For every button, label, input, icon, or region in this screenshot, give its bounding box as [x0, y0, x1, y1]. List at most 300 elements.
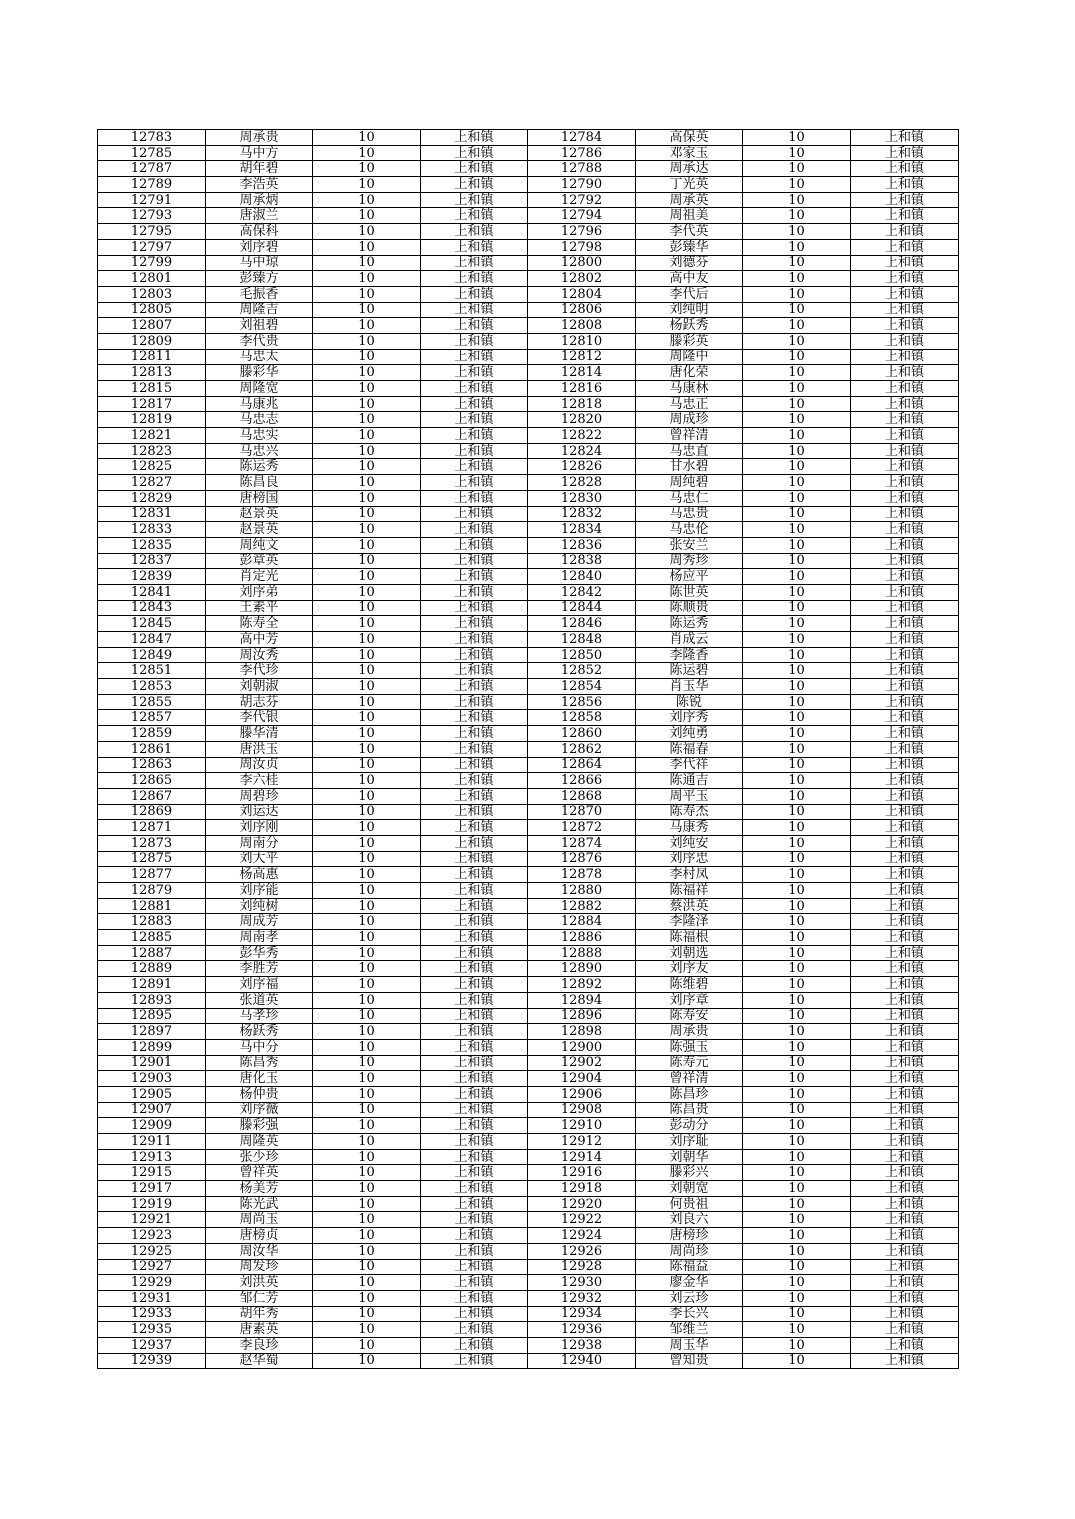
amount-cell: 10 — [313, 443, 421, 459]
amount-cell: 10 — [313, 632, 421, 648]
table-row — [98, 726, 959, 742]
town-cell: 上和镇 — [421, 773, 528, 789]
amount-cell: 10 — [313, 475, 421, 491]
town-cell: 上和镇 — [851, 898, 959, 914]
table-row — [98, 1275, 959, 1291]
amount-cell: 10 — [743, 490, 851, 506]
table-row — [98, 255, 959, 271]
record-id-cell: 12810 — [528, 333, 636, 349]
record-id-cell: 12848 — [528, 632, 636, 648]
amount-cell: 10 — [313, 208, 421, 224]
amount-cell: 10 — [313, 1322, 421, 1338]
person-name-cell: 刘序友 — [636, 961, 743, 977]
town-cell: 上和镇 — [421, 130, 528, 146]
table-row — [98, 1134, 959, 1150]
person-name-cell: 彭华秀 — [206, 945, 313, 961]
record-id-cell: 12871 — [98, 820, 206, 836]
record-id-cell: 12923 — [98, 1228, 206, 1244]
person-name-cell: 李良珍 — [206, 1337, 313, 1353]
person-name-cell: 刘序能 — [206, 883, 313, 899]
record-id-cell: 12826 — [528, 459, 636, 475]
person-name-cell: 唐化荣 — [636, 365, 743, 381]
person-name-cell: 周汝贞 — [206, 757, 313, 773]
record-id-cell: 12809 — [98, 333, 206, 349]
record-id-cell: 12935 — [98, 1322, 206, 1338]
town-cell: 上和镇 — [421, 820, 528, 836]
record-id-cell: 12898 — [528, 1024, 636, 1040]
record-id-cell: 12821 — [98, 428, 206, 444]
record-id-cell: 12828 — [528, 475, 636, 491]
amount-cell: 10 — [313, 1149, 421, 1165]
town-cell: 上和镇 — [851, 286, 959, 302]
amount-cell: 10 — [743, 459, 851, 475]
amount-cell: 10 — [313, 381, 421, 397]
amount-cell: 10 — [313, 977, 421, 993]
town-cell: 上和镇 — [421, 428, 528, 444]
town-cell: 上和镇 — [421, 1165, 528, 1181]
record-id-cell: 12795 — [98, 224, 206, 240]
person-name-cell: 周承贵 — [206, 130, 313, 146]
record-id-cell: 12872 — [528, 820, 636, 836]
record-id-cell: 12864 — [528, 757, 636, 773]
town-cell: 上和镇 — [851, 475, 959, 491]
person-name-cell: 陈福春 — [636, 741, 743, 757]
amount-cell: 10 — [743, 365, 851, 381]
amount-cell: 10 — [313, 365, 421, 381]
town-cell: 上和镇 — [421, 1212, 528, 1228]
person-name-cell: 陈寿安 — [636, 1008, 743, 1024]
record-id-cell: 12847 — [98, 632, 206, 648]
town-cell: 上和镇 — [851, 1181, 959, 1197]
person-name-cell: 刘序耻 — [636, 1134, 743, 1150]
amount-cell: 10 — [743, 710, 851, 726]
record-id-cell: 12925 — [98, 1243, 206, 1259]
table-row — [98, 271, 959, 287]
amount-cell: 10 — [313, 1039, 421, 1055]
person-name-cell: 陈福祥 — [636, 883, 743, 899]
table-row — [98, 302, 959, 318]
person-name-cell: 邓家玉 — [636, 145, 743, 161]
amount-cell: 10 — [743, 208, 851, 224]
table-row — [98, 381, 959, 397]
town-cell: 上和镇 — [851, 412, 959, 428]
record-id-cell: 12801 — [98, 271, 206, 287]
town-cell: 上和镇 — [851, 428, 959, 444]
person-name-cell: 周隆英 — [206, 1134, 313, 1150]
table-row — [98, 1055, 959, 1071]
amount-cell: 10 — [313, 1165, 421, 1181]
table-row — [98, 443, 959, 459]
table-row — [98, 835, 959, 851]
person-name-cell: 周玉华 — [636, 1337, 743, 1353]
town-cell: 上和镇 — [421, 506, 528, 522]
amount-cell: 10 — [313, 820, 421, 836]
table-row — [98, 1196, 959, 1212]
person-name-cell: 周隆宽 — [206, 381, 313, 397]
record-id-cell: 12811 — [98, 349, 206, 365]
amount-cell: 10 — [743, 584, 851, 600]
record-id-cell: 12838 — [528, 553, 636, 569]
person-name-cell: 周隆吉 — [206, 302, 313, 318]
town-cell: 上和镇 — [421, 804, 528, 820]
table-row — [98, 788, 959, 804]
table-row — [98, 851, 959, 867]
amount-cell: 10 — [743, 553, 851, 569]
record-id-cell: 12896 — [528, 1008, 636, 1024]
town-cell: 上和镇 — [421, 835, 528, 851]
person-name-cell: 曾知贵 — [636, 1353, 743, 1369]
amount-cell: 10 — [743, 192, 851, 208]
person-name-cell: 周成珍 — [636, 412, 743, 428]
amount-cell: 10 — [743, 616, 851, 632]
amount-cell: 10 — [313, 757, 421, 773]
person-name-cell: 甘水碧 — [636, 459, 743, 475]
person-name-cell: 刘序章 — [636, 992, 743, 1008]
town-cell: 上和镇 — [421, 161, 528, 177]
roster-body — [98, 130, 959, 1369]
person-name-cell: 陈昌珍 — [636, 1086, 743, 1102]
town-cell: 上和镇 — [421, 632, 528, 648]
amount-cell: 10 — [313, 867, 421, 883]
person-name-cell: 李长兴 — [636, 1306, 743, 1322]
record-id-cell: 12895 — [98, 1008, 206, 1024]
record-id-cell: 12906 — [528, 1086, 636, 1102]
amount-cell: 10 — [743, 1306, 851, 1322]
town-cell: 上和镇 — [851, 992, 959, 1008]
table-row — [98, 1024, 959, 1040]
record-id-cell: 12827 — [98, 475, 206, 491]
amount-cell: 10 — [743, 145, 851, 161]
record-id-cell: 12908 — [528, 1102, 636, 1118]
town-cell: 上和镇 — [421, 1228, 528, 1244]
amount-cell: 10 — [313, 679, 421, 695]
town-cell: 上和镇 — [421, 443, 528, 459]
amount-cell: 10 — [313, 506, 421, 522]
town-cell: 上和镇 — [851, 1196, 959, 1212]
town-cell: 上和镇 — [851, 1086, 959, 1102]
town-cell: 上和镇 — [421, 522, 528, 538]
table-row — [98, 694, 959, 710]
amount-cell: 10 — [743, 1290, 851, 1306]
person-name-cell: 曾祥英 — [206, 1165, 313, 1181]
person-name-cell: 陈福益 — [636, 1259, 743, 1275]
amount-cell: 10 — [743, 773, 851, 789]
town-cell: 上和镇 — [851, 506, 959, 522]
amount-cell: 10 — [313, 1055, 421, 1071]
town-cell: 上和镇 — [851, 788, 959, 804]
record-id-cell: 12829 — [98, 490, 206, 506]
town-cell: 上和镇 — [421, 663, 528, 679]
town-cell: 上和镇 — [421, 757, 528, 773]
town-cell: 上和镇 — [851, 365, 959, 381]
table-row — [98, 365, 959, 381]
amount-cell: 10 — [743, 945, 851, 961]
record-id-cell: 12885 — [98, 930, 206, 946]
table-row — [98, 428, 959, 444]
record-id-cell: 12853 — [98, 679, 206, 695]
person-name-cell: 曾祥清 — [636, 428, 743, 444]
amount-cell: 10 — [313, 177, 421, 193]
record-id-cell: 12814 — [528, 365, 636, 381]
record-id-cell: 12877 — [98, 867, 206, 883]
town-cell: 上和镇 — [421, 710, 528, 726]
town-cell: 上和镇 — [421, 224, 528, 240]
town-cell: 上和镇 — [851, 1102, 959, 1118]
record-id-cell: 12868 — [528, 788, 636, 804]
amount-cell: 10 — [743, 1055, 851, 1071]
record-id-cell: 12862 — [528, 741, 636, 757]
town-cell: 上和镇 — [421, 208, 528, 224]
person-name-cell: 马中琼 — [206, 255, 313, 271]
person-name-cell: 周碧珍 — [206, 788, 313, 804]
record-id-cell: 12869 — [98, 804, 206, 820]
person-name-cell: 陈顺贵 — [636, 600, 743, 616]
amount-cell: 10 — [743, 1275, 851, 1291]
person-name-cell: 曾祥清 — [636, 1071, 743, 1087]
person-name-cell: 李村凤 — [636, 867, 743, 883]
town-cell: 上和镇 — [421, 679, 528, 695]
person-name-cell: 胡年碧 — [206, 161, 313, 177]
person-name-cell: 周南分 — [206, 835, 313, 851]
record-id-cell: 12886 — [528, 930, 636, 946]
record-id-cell: 12899 — [98, 1039, 206, 1055]
amount-cell: 10 — [313, 1118, 421, 1134]
table-row — [98, 1259, 959, 1275]
table-row — [98, 349, 959, 365]
person-name-cell: 刘云珍 — [636, 1290, 743, 1306]
town-cell: 上和镇 — [421, 1290, 528, 1306]
amount-cell: 10 — [743, 1165, 851, 1181]
amount-cell: 10 — [743, 318, 851, 334]
person-name-cell: 陈福根 — [636, 930, 743, 946]
person-name-cell: 唐化玉 — [206, 1071, 313, 1087]
record-id-cell: 12910 — [528, 1118, 636, 1134]
record-id-cell: 12846 — [528, 616, 636, 632]
person-name-cell: 廖金华 — [636, 1275, 743, 1291]
town-cell: 上和镇 — [421, 1259, 528, 1275]
town-cell: 上和镇 — [421, 475, 528, 491]
town-cell: 上和镇 — [421, 318, 528, 334]
amount-cell: 10 — [743, 647, 851, 663]
record-id-cell: 12894 — [528, 992, 636, 1008]
record-id-cell: 12939 — [98, 1353, 206, 1369]
town-cell: 上和镇 — [851, 537, 959, 553]
town-cell: 上和镇 — [851, 1353, 959, 1369]
record-id-cell: 12796 — [528, 224, 636, 240]
amount-cell: 10 — [743, 569, 851, 585]
amount-cell: 10 — [743, 1322, 851, 1338]
person-name-cell: 杨跃秀 — [206, 1024, 313, 1040]
town-cell: 上和镇 — [851, 239, 959, 255]
amount-cell: 10 — [313, 647, 421, 663]
record-id-cell: 12808 — [528, 318, 636, 334]
record-id-cell: 12907 — [98, 1102, 206, 1118]
amount-cell: 10 — [743, 443, 851, 459]
amount-cell: 10 — [313, 1071, 421, 1087]
record-id-cell: 12866 — [528, 773, 636, 789]
person-name-cell: 刘洪英 — [206, 1275, 313, 1291]
table-row — [98, 1290, 959, 1306]
record-id-cell: 12830 — [528, 490, 636, 506]
town-cell: 上和镇 — [851, 679, 959, 695]
person-name-cell: 滕彩英 — [636, 333, 743, 349]
record-id-cell: 12858 — [528, 710, 636, 726]
town-cell: 上和镇 — [421, 1306, 528, 1322]
amount-cell: 10 — [743, 898, 851, 914]
person-name-cell: 彭章英 — [206, 553, 313, 569]
person-name-cell: 马忠正 — [636, 396, 743, 412]
amount-cell: 10 — [313, 1290, 421, 1306]
amount-cell: 10 — [743, 302, 851, 318]
amount-cell: 10 — [313, 1243, 421, 1259]
town-cell: 上和镇 — [421, 647, 528, 663]
person-name-cell: 李代珍 — [206, 663, 313, 679]
person-name-cell: 刘大平 — [206, 851, 313, 867]
amount-cell: 10 — [743, 1337, 851, 1353]
person-name-cell: 刘德芬 — [636, 255, 743, 271]
person-name-cell: 杨美芳 — [206, 1181, 313, 1197]
table-row — [98, 930, 959, 946]
amount-cell: 10 — [313, 130, 421, 146]
record-id-cell: 12876 — [528, 851, 636, 867]
amount-cell: 10 — [743, 1243, 851, 1259]
person-name-cell: 马忠实 — [206, 428, 313, 444]
town-cell: 上和镇 — [421, 1008, 528, 1024]
record-id-cell: 12924 — [528, 1228, 636, 1244]
town-cell: 上和镇 — [851, 569, 959, 585]
person-name-cell: 彭臻华 — [636, 239, 743, 255]
amount-cell: 10 — [743, 396, 851, 412]
town-cell: 上和镇 — [851, 663, 959, 679]
town-cell: 上和镇 — [421, 569, 528, 585]
table-row — [98, 192, 959, 208]
town-cell: 上和镇 — [421, 851, 528, 867]
table-row — [98, 757, 959, 773]
town-cell: 上和镇 — [851, 1275, 959, 1291]
amount-cell: 10 — [743, 475, 851, 491]
record-id-cell: 12798 — [528, 239, 636, 255]
record-id-cell: 12794 — [528, 208, 636, 224]
person-name-cell: 刘朝华 — [636, 1149, 743, 1165]
record-id-cell: 12914 — [528, 1149, 636, 1165]
person-name-cell: 马孝珍 — [206, 1008, 313, 1024]
town-cell: 上和镇 — [851, 349, 959, 365]
person-name-cell: 马忠贵 — [636, 506, 743, 522]
person-name-cell: 彭臻方 — [206, 271, 313, 287]
amount-cell: 10 — [313, 710, 421, 726]
table-row — [98, 333, 959, 349]
amount-cell: 10 — [743, 1118, 851, 1134]
person-name-cell: 李代贵 — [206, 333, 313, 349]
amount-cell: 10 — [743, 130, 851, 146]
town-cell: 上和镇 — [421, 1039, 528, 1055]
person-name-cell: 陈寿元 — [636, 1055, 743, 1071]
amount-cell: 10 — [743, 1008, 851, 1024]
town-cell: 上和镇 — [851, 741, 959, 757]
person-name-cell: 胡年秀 — [206, 1306, 313, 1322]
person-name-cell: 马忠仁 — [636, 490, 743, 506]
record-id-cell: 12805 — [98, 302, 206, 318]
table-row — [98, 1118, 959, 1134]
amount-cell: 10 — [743, 349, 851, 365]
record-id-cell: 12934 — [528, 1306, 636, 1322]
town-cell: 上和镇 — [421, 914, 528, 930]
table-row — [98, 239, 959, 255]
record-id-cell: 12823 — [98, 443, 206, 459]
person-name-cell: 周南孝 — [206, 930, 313, 946]
town-cell: 上和镇 — [421, 898, 528, 914]
town-cell: 上和镇 — [851, 1071, 959, 1087]
table-row — [98, 318, 959, 334]
record-id-cell: 12929 — [98, 1275, 206, 1291]
table-row — [98, 820, 959, 836]
amount-cell: 10 — [743, 632, 851, 648]
amount-cell: 10 — [313, 271, 421, 287]
amount-cell: 10 — [313, 412, 421, 428]
person-name-cell: 滕彩兴 — [636, 1165, 743, 1181]
town-cell: 上和镇 — [421, 867, 528, 883]
person-name-cell: 陈昌秀 — [206, 1055, 313, 1071]
town-cell: 上和镇 — [851, 1322, 959, 1338]
amount-cell: 10 — [313, 1306, 421, 1322]
person-name-cell: 周承贵 — [636, 1024, 743, 1040]
person-name-cell: 马忠兴 — [206, 443, 313, 459]
amount-cell: 10 — [743, 177, 851, 193]
person-name-cell: 周成芳 — [206, 914, 313, 930]
table-row — [98, 224, 959, 240]
person-name-cell: 高中友 — [636, 271, 743, 287]
amount-cell: 10 — [313, 600, 421, 616]
person-name-cell: 李代英 — [636, 224, 743, 240]
record-id-cell: 12890 — [528, 961, 636, 977]
town-cell: 上和镇 — [421, 1196, 528, 1212]
person-name-cell: 陈世英 — [636, 584, 743, 600]
record-id-cell: 12930 — [528, 1275, 636, 1291]
town-cell: 上和镇 — [851, 726, 959, 742]
person-name-cell: 唐洪玉 — [206, 741, 313, 757]
record-id-cell: 12852 — [528, 663, 636, 679]
record-id-cell: 12804 — [528, 286, 636, 302]
amount-cell: 10 — [313, 945, 421, 961]
table-row — [98, 1008, 959, 1024]
person-name-cell: 肖成云 — [636, 632, 743, 648]
amount-cell: 10 — [743, 757, 851, 773]
town-cell: 上和镇 — [421, 239, 528, 255]
record-id-cell: 12850 — [528, 647, 636, 663]
person-name-cell: 刘朝选 — [636, 945, 743, 961]
person-name-cell: 肖定光 — [206, 569, 313, 585]
person-name-cell: 李胜芳 — [206, 961, 313, 977]
town-cell: 上和镇 — [421, 192, 528, 208]
person-name-cell: 张少珍 — [206, 1149, 313, 1165]
amount-cell: 10 — [313, 1212, 421, 1228]
record-id-cell: 12873 — [98, 835, 206, 851]
town-cell: 上和镇 — [421, 349, 528, 365]
person-name-cell: 周平玉 — [636, 788, 743, 804]
town-cell: 上和镇 — [851, 490, 959, 506]
record-id-cell: 12911 — [98, 1134, 206, 1150]
record-id-cell: 12845 — [98, 616, 206, 632]
person-name-cell: 何贵祖 — [636, 1196, 743, 1212]
record-id-cell: 12879 — [98, 883, 206, 899]
amount-cell: 10 — [313, 569, 421, 585]
record-id-cell: 12849 — [98, 647, 206, 663]
table-row — [98, 663, 959, 679]
town-cell: 上和镇 — [421, 883, 528, 899]
record-id-cell: 12865 — [98, 773, 206, 789]
record-id-cell: 12818 — [528, 396, 636, 412]
table-row — [98, 475, 959, 491]
